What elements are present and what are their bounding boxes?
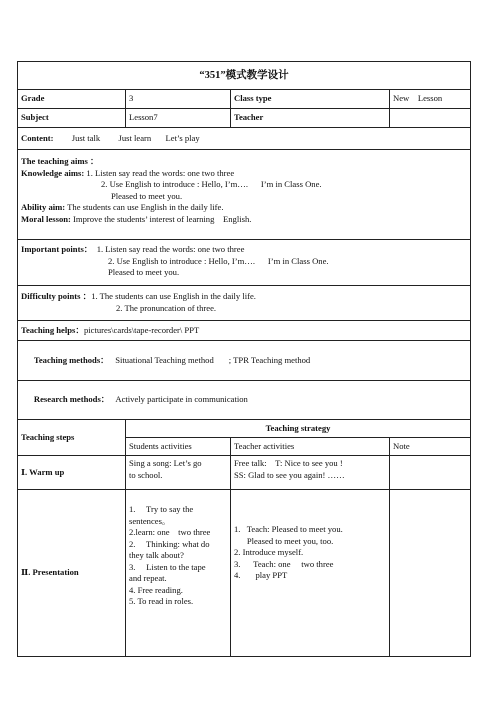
knowledge-aims-line-2: 2. Use English to introduce : Hello, I’m…. I’m in Class One. (101, 179, 322, 189)
presentation-students-line: 2. Thinking: what do (129, 538, 210, 549)
presentation-students-line: 3. Listen to the tape (129, 561, 206, 572)
knowledge-aims-label: Knowledge aims: (21, 167, 85, 178)
presentation-students-line: 1. Try to say the (129, 504, 194, 514)
important-points-text: 1. Listen say read the words: one two three (92, 244, 245, 254)
grade-value: 3 (126, 90, 231, 109)
teacher-label: Teacher (231, 109, 390, 128)
important-points-row (18, 240, 471, 286)
subject-value: Lesson7 (126, 109, 231, 128)
warm-up-step: Ⅰ. Warm up (18, 456, 126, 490)
teaching-methods-text: Situational Teaching method ; TPR Teaching method (108, 354, 311, 365)
teaching-methods-cell (18, 341, 471, 381)
warm-up-teacher-line: SS: Glad to see you again! …… (234, 469, 345, 480)
teacher-value (390, 109, 471, 128)
presentation-teacher-line: Pleased to meet you, too. (234, 535, 334, 546)
presentation-step: Ⅱ. Presentation (18, 490, 126, 657)
important-points-line-3: Pleased to meet you. (108, 267, 180, 277)
presentation-teacher-line: 4. play PPT (234, 570, 288, 580)
difficulty-points-cell (18, 286, 471, 321)
research-methods-text: Actively participate in communication (109, 394, 248, 404)
content-row (18, 128, 471, 150)
important-points-line-1 (21, 244, 467, 256)
warm-up-students-line: Sing a song: Let’s go (129, 458, 202, 468)
aims-row (18, 150, 471, 240)
presentation-students-line: sentences。 (129, 515, 171, 526)
teaching-helps-label: Teaching helps： (21, 324, 84, 335)
moral-lesson-line (21, 214, 467, 226)
presentation-note (390, 490, 471, 657)
class-type-value: New Lesson (390, 90, 471, 109)
difficulty-points-label: Difficulty points ： (21, 291, 92, 301)
content-item: Just talk (71, 132, 101, 143)
strategy-header-row (18, 420, 471, 438)
important-points-cell (18, 240, 471, 286)
presentation-students-line: they talk about? (129, 550, 184, 560)
document-title: “351”模式教学设计 (18, 62, 471, 90)
ability-aim-label: Ability aim: (21, 202, 66, 212)
teaching-helps-cell (18, 321, 471, 341)
presentation-students-line: 2.learn: one two three (129, 527, 211, 537)
warm-up-teacher-line: Free talk: T: Nice to see you ! (234, 458, 343, 468)
subject-row (18, 109, 471, 128)
content-item: Just learn (118, 132, 152, 143)
grade-row (18, 90, 471, 109)
ability-aim-line (21, 202, 467, 214)
subject-label: Subject (18, 109, 126, 128)
presentation-row (18, 490, 471, 657)
teaching-steps-header: Teaching steps (18, 420, 126, 456)
lesson-plan-table (17, 61, 471, 657)
teaching-methods-row (18, 341, 471, 381)
ability-aim-text: The students can use English in the daily life. (65, 202, 224, 212)
difficulty-points-text: 1. The students can use English in the daily life. (91, 291, 256, 301)
presentation-teacher-line: 3. Teach: one two three (234, 558, 334, 569)
presentation-students-line: 4. Free reading. (129, 584, 183, 595)
difficulty-points-line-2: 2. The pronuncation of three. (116, 302, 217, 313)
moral-lesson-label: Moral lesson: (21, 213, 71, 224)
warm-up-note (390, 456, 471, 490)
important-points-line-2: 2. Use English to introduce : Hello, I’m…. I’m in Class One. (108, 255, 329, 266)
class-type-label: Class type (231, 90, 390, 109)
aims-cell (18, 150, 471, 240)
content-cell (18, 128, 471, 150)
content-item: Let’s play (165, 132, 200, 143)
title-row (18, 62, 471, 90)
teacher-activities-header: Teacher activities (231, 438, 390, 456)
knowledge-aims-line-3: Pleased to meet you. (111, 190, 183, 201)
difficulty-points-row (18, 286, 471, 321)
research-methods-cell (18, 380, 471, 420)
students-activities-header: Students activities (126, 438, 231, 456)
teaching-strategy-header: Teaching strategy (126, 420, 471, 438)
presentation-students-line: 5. To read in roles. (129, 596, 194, 606)
grade-label: Grade (18, 90, 126, 109)
warm-up-row (18, 456, 471, 490)
moral-lesson-text: Improve the students’ interest of learning English. (70, 213, 252, 224)
warm-up-students (126, 456, 231, 490)
note-header: Note (390, 438, 471, 456)
content-label: Content: (21, 132, 54, 143)
research-methods-label: Research methods： (33, 394, 110, 404)
teaching-methods-label: Teaching methods： (33, 354, 109, 365)
knowledge-aims-line (21, 168, 467, 180)
presentation-students-line: and repeat. (129, 573, 167, 583)
teaching-helps-row (18, 321, 471, 341)
warm-up-students-line: to school. (129, 469, 163, 480)
presentation-teacher-line: 1. Teach: Pleased to meet you. (234, 524, 343, 534)
important-points-label: Important points： (21, 244, 93, 254)
knowledge-aims-text: 1. Listen say read the words: one two three (84, 167, 235, 178)
warm-up-teacher (231, 456, 390, 490)
research-methods-row (18, 380, 471, 420)
teaching-helps-text: pictures\cards\tape-recorder\ PPT (83, 324, 200, 335)
difficulty-points-line-1 (21, 291, 467, 303)
aims-heading: The teaching aims ： (21, 156, 99, 166)
presentation-students (126, 490, 231, 657)
presentation-teacher-line: 2. Introduce myself. (234, 547, 304, 557)
presentation-teacher (231, 490, 390, 657)
